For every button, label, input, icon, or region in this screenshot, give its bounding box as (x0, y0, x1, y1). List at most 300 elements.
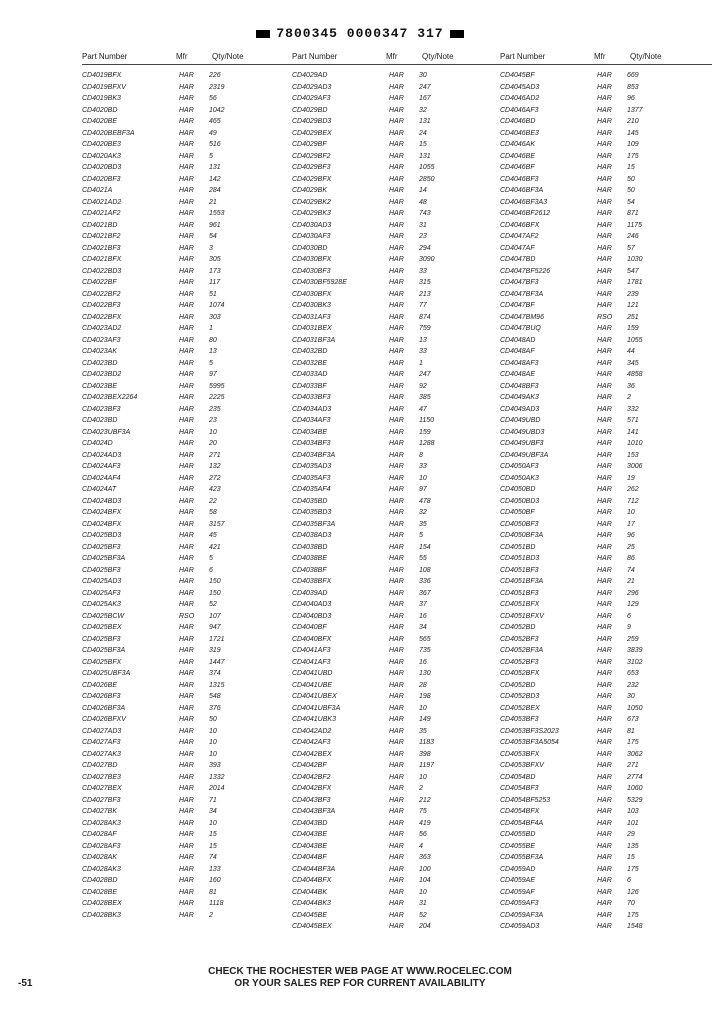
qty-cell: 735 (419, 647, 431, 654)
part-number-cell: CD4050AK3 (500, 474, 539, 482)
mfr-cell: HAR (179, 210, 194, 217)
table-row (500, 416, 712, 428)
qty-cell: 154 (419, 543, 431, 551)
table-row (292, 255, 504, 267)
table-row (82, 646, 294, 658)
table-row (500, 163, 712, 175)
table-row (292, 566, 504, 578)
qty-cell: 132 (209, 463, 221, 470)
header-part-number: Part Number (292, 52, 338, 61)
table-row (500, 899, 712, 911)
qty-cell: 149 (419, 716, 431, 723)
part-number-cell: CD4049UBD3 (500, 428, 545, 436)
table-row (292, 416, 504, 428)
table-row (500, 359, 712, 371)
part-number-cell: CD4040BD3 (292, 612, 332, 620)
part-number-cell: CD4023BEX2264 (82, 394, 138, 401)
part-number-cell: CD4052BD3 (500, 693, 540, 700)
qty-cell: 32 (419, 106, 427, 114)
table-row (292, 577, 504, 589)
table-row (82, 658, 294, 670)
part-number-cell: CD4041UBK3 (292, 716, 336, 723)
qty-cell: 4858 (627, 371, 643, 378)
part-number-cell: CD4025BD3 (82, 532, 122, 539)
mfr-cell: HAR (597, 129, 612, 137)
table-row (82, 773, 294, 785)
qty-cell: 419 (419, 819, 431, 827)
part-number-cell: CD4052BFX (500, 670, 540, 677)
part-number-cell: CD4038BE (292, 555, 328, 562)
mfr-cell: HAR (389, 164, 404, 171)
table-row (292, 853, 504, 865)
table-row (500, 267, 712, 279)
mfr-cell: HAR (179, 129, 194, 137)
table-row (82, 888, 294, 900)
part-number-cell: CD4046AF3 (500, 106, 539, 114)
table-row (500, 807, 712, 819)
table-row (500, 796, 712, 808)
part-number-cell: CD4033BF3 (292, 394, 331, 401)
table-row (500, 175, 712, 187)
mfr-cell: HAR (597, 693, 612, 700)
part-number-cell: CD4046BF (500, 164, 535, 171)
mfr-cell: HAR (179, 727, 194, 735)
mfr-cell: HAR (389, 440, 404, 447)
mfr-cell: HAR (179, 474, 194, 482)
table-row (82, 416, 294, 428)
mfr-cell: HAR (389, 923, 404, 930)
part-number-cell: CD4028AK3 (82, 819, 121, 827)
qty-cell: 3 (209, 244, 213, 252)
qty-cell: 24 (419, 129, 427, 137)
part-number-cell: CD4041UBE (292, 681, 333, 689)
mfr-cell: HAR (179, 520, 194, 528)
table-row (82, 152, 294, 164)
part-number-cell: CD4027AK3 (82, 750, 121, 758)
part-number-cell: CD4021AF2 (82, 210, 121, 217)
part-number-cell: CD4030AF3 (292, 233, 331, 240)
footer-line-2: OR YOUR SALES REP FOR CURRENT AVAILABILITY (234, 978, 486, 989)
table-row (82, 347, 294, 359)
part-number-cell: CD4025AK3 (82, 601, 121, 608)
mfr-cell: HAR (179, 900, 194, 907)
qty-cell: 48 (419, 198, 427, 206)
part-number-cell: CD4051BF3A (500, 578, 544, 585)
table-row (82, 83, 294, 95)
qty-cell: 336 (419, 578, 431, 585)
part-number-cell: CD4030BK3 (292, 302, 331, 309)
qty-cell: 141 (627, 428, 639, 436)
part-number-cell: CD4055BF3A (500, 854, 544, 861)
qty-cell: 1 (419, 359, 423, 367)
table-row (292, 94, 504, 106)
qty-cell: 1332 (209, 773, 225, 781)
header-mfr: Mfr (594, 52, 606, 61)
qty-cell: 23 (419, 233, 427, 240)
table-row (292, 669, 504, 681)
mfr-cell: HAR (597, 704, 612, 712)
qty-cell: 1183 (419, 739, 435, 746)
qty-cell: 30 (627, 693, 635, 700)
qty-cell: 35 (419, 520, 427, 528)
qty-cell: 1377 (627, 106, 643, 114)
part-number-cell: CD4046BFX (500, 221, 540, 229)
qty-cell: 57 (627, 244, 635, 252)
page-number: -51 (18, 978, 33, 989)
part-number-cell: CD4050BF3A (500, 532, 544, 539)
mfr-cell: HAR (179, 888, 194, 896)
qty-cell: 37 (419, 601, 427, 608)
table-row (82, 290, 294, 302)
table-row (500, 140, 712, 152)
mfr-cell: HAR (389, 635, 404, 643)
table-row (292, 842, 504, 854)
table-row (500, 313, 712, 325)
part-number-cell: CD4024AD3 (82, 451, 122, 459)
part-number-cell: CD4047BF (500, 302, 535, 309)
mfr-cell: HAR (597, 532, 612, 539)
mfr-cell: HAR (597, 601, 612, 608)
part-number-cell: CD4042BF2 (292, 773, 331, 781)
mfr-cell: HAR (389, 336, 404, 344)
table-row (500, 451, 712, 463)
part-number-cell: CD4021BF3 (82, 244, 121, 252)
table-row (292, 405, 504, 417)
part-number-cell: CD4044BK (292, 888, 328, 896)
mfr-cell: HAR (179, 279, 194, 286)
part-number-cell: CD4023AF3 (82, 336, 121, 344)
qty-cell: 131 (419, 152, 431, 160)
part-number-cell: CD4047BF5226 (500, 267, 551, 275)
barcode-text: 7800345 0000347 317 (276, 26, 444, 41)
qty-cell: 96 (627, 532, 635, 539)
mfr-cell: HAR (597, 509, 612, 516)
mfr-cell: HAR (179, 532, 194, 539)
part-number-cell: CD4054BF3 (500, 785, 539, 792)
part-number-cell: CD4052BEX (500, 704, 540, 712)
mfr-cell: HAR (179, 670, 194, 677)
mfr-cell: HAR (597, 95, 612, 102)
qty-cell: 33 (419, 463, 427, 470)
part-number-cell: CD4032BE (292, 359, 328, 367)
table-row (82, 692, 294, 704)
part-number-cell: CD4054BFX (500, 808, 540, 815)
table-row (292, 773, 504, 785)
part-number-cell: CD4054BF5253 (500, 796, 551, 804)
mfr-cell: HAR (597, 474, 612, 482)
qty-cell: 13 (209, 348, 217, 355)
table-row (82, 451, 294, 463)
barcode-bar-right (450, 30, 464, 38)
table-row (82, 324, 294, 336)
table-row (292, 209, 504, 221)
qty-cell: 423 (209, 486, 221, 493)
part-number-cell: CD4022BF3 (82, 302, 121, 309)
table-row (292, 152, 504, 164)
mfr-cell: HAR (389, 532, 404, 539)
mfr-cell: HAR (597, 428, 612, 436)
footer-line-1: CHECK THE ROCHESTER WEB PAGE AT WWW.ROCELEC.COM (208, 966, 512, 977)
qty-cell: 251 (627, 313, 639, 321)
part-number-cell: CD4035AF3 (292, 474, 331, 482)
qty-cell: 175 (627, 911, 639, 919)
mfr-cell: HAR (179, 405, 194, 413)
qty-cell: 36 (627, 382, 635, 390)
table-row (500, 439, 712, 451)
table-row (82, 71, 294, 83)
part-number-cell: CD4029AD3 (292, 83, 332, 91)
qty-cell: 15 (419, 141, 427, 148)
part-number-cell: CD4020BD3 (82, 164, 122, 171)
part-number-cell: CD4050BF (500, 509, 535, 516)
mfr-cell: HAR (179, 164, 194, 171)
mfr-cell: HAR (597, 72, 612, 79)
table-row (82, 715, 294, 727)
table-row (500, 761, 712, 773)
part-number-cell: CD4044BFX (292, 877, 332, 884)
qty-cell: 31 (419, 900, 427, 907)
mfr-cell: HAR (179, 256, 194, 263)
part-number-cell: CD4059AF3 (500, 900, 539, 907)
qty-cell: 10 (209, 750, 217, 758)
mfr-cell: HAR (389, 175, 404, 183)
qty-cell: 1055 (419, 164, 435, 171)
part-number-cell: CD4039AD (292, 589, 328, 597)
table-row (500, 405, 712, 417)
table-row (292, 865, 504, 877)
table-row (292, 761, 504, 773)
qty-cell: 145 (627, 129, 639, 137)
footer-notice (0, 966, 720, 990)
mfr-cell: HAR (597, 198, 612, 206)
qty-cell: 1197 (419, 762, 435, 769)
qty-cell: 29 (627, 831, 635, 838)
qty-cell: 247 (419, 83, 431, 91)
part-number-cell: CD4025AD3 (82, 578, 122, 585)
mfr-cell: HAR (179, 141, 194, 148)
part-number-cell: CD4046BF3 (500, 175, 539, 183)
mfr-cell: HAR (597, 739, 612, 746)
part-number-cell: CD4028AF (82, 831, 117, 838)
qty-cell: 121 (627, 302, 639, 309)
table-row (500, 232, 712, 244)
table-row (292, 543, 504, 555)
table-row (82, 163, 294, 175)
mfr-cell: HAR (597, 900, 612, 907)
mfr-cell: HAR (179, 681, 194, 689)
qty-cell: 159 (627, 325, 639, 332)
table-row (82, 209, 294, 221)
table-row (82, 301, 294, 313)
qty-cell: 96 (627, 95, 635, 102)
table-row (500, 209, 712, 221)
qty-cell: 3090 (419, 256, 435, 263)
part-number-cell: CD4023BD2 (82, 371, 122, 378)
part-number-cell: CD4023BE (82, 382, 118, 390)
qty-cell: 81 (209, 888, 217, 896)
table-row (292, 497, 504, 509)
mfr-cell: HAR (597, 854, 612, 861)
mfr-cell: HAR (389, 900, 404, 907)
part-number-cell: CD4020AK3 (82, 152, 121, 160)
mfr-cell: HAR (597, 877, 612, 884)
mfr-cell: HAR (597, 164, 612, 171)
table-row (82, 198, 294, 210)
mfr-cell: HAR (179, 336, 194, 344)
mfr-cell: HAR (597, 210, 612, 217)
table-row (292, 140, 504, 152)
parts-list (500, 71, 712, 934)
table-row (82, 623, 294, 635)
mfr-cell: HAR (389, 509, 404, 516)
mfr-cell: HAR (179, 486, 194, 493)
part-number-cell: CD4053BFXV (500, 762, 544, 769)
part-number-cell: CD4034BF3 (292, 440, 331, 447)
table-row (82, 635, 294, 647)
qty-cell: 160 (209, 877, 221, 884)
mfr-cell: HAR (389, 704, 404, 712)
table-row (500, 129, 712, 141)
table-row (500, 221, 712, 233)
qty-cell: 56 (209, 95, 217, 102)
part-number-cell: CD4049UBF3 (500, 440, 544, 447)
part-number-cell: CD4043BF3 (292, 796, 331, 804)
mfr-cell: HAR (597, 175, 612, 183)
qty-cell: 131 (419, 118, 431, 125)
part-number-cell: CD4035BF3A (292, 520, 336, 528)
parts-list (292, 71, 504, 934)
part-number-cell: CD4021BD (82, 221, 118, 229)
part-number-cell: CD4020BEBF3A (82, 129, 135, 137)
mfr-cell: HAR (389, 739, 404, 746)
part-number-cell: CD4052BF3A (500, 647, 544, 654)
table-row (82, 508, 294, 520)
qty-cell: 5995 (209, 382, 225, 390)
qty-cell: 34 (419, 624, 427, 631)
table-row (292, 738, 504, 750)
qty-cell: 52 (419, 911, 427, 919)
qty-cell: 10 (209, 428, 217, 436)
part-number-cell: CD4042BEX (292, 750, 332, 758)
qty-cell: 22 (209, 497, 217, 505)
mfr-cell: HAR (179, 187, 194, 194)
mfr-cell: HAR (597, 394, 612, 401)
qty-cell: 14 (419, 187, 427, 194)
part-number-cell: CD4059AD3 (500, 923, 540, 930)
mfr-cell: HAR (389, 520, 404, 528)
qty-cell: 70 (627, 900, 635, 907)
mfr-cell: HAR (597, 658, 612, 666)
part-number-cell: CD4020BF3 (82, 175, 121, 183)
qty-cell: 385 (419, 394, 431, 401)
mfr-cell: HAR (179, 808, 194, 815)
mfr-cell: HAR (179, 233, 194, 240)
qty-cell: 6 (627, 877, 631, 884)
part-number-cell: CD4024AF3 (82, 463, 121, 470)
table-row (292, 313, 504, 325)
part-number-cell: CD4030BFX (292, 290, 332, 298)
table-row (292, 451, 504, 463)
part-number-cell: CD4045BF (500, 72, 535, 79)
table-row (292, 612, 504, 624)
qty-cell: 1050 (627, 704, 643, 712)
table-row (292, 439, 504, 451)
qty-cell: 10 (419, 474, 427, 482)
qty-cell: 44 (627, 348, 635, 355)
table-row (500, 566, 712, 578)
table-row (292, 359, 504, 371)
qty-cell: 71 (209, 796, 217, 804)
table-row (82, 669, 294, 681)
table-row (500, 692, 712, 704)
part-number-cell: CD4022BFX (82, 313, 122, 321)
part-number-cell: CD4048BF3 (500, 382, 539, 390)
table-row (82, 462, 294, 474)
mfr-cell: HAR (179, 773, 194, 781)
mfr-cell: HAR (597, 440, 612, 447)
qty-cell: 548 (209, 693, 221, 700)
part-number-cell: CD4029BK (292, 187, 328, 194)
qty-cell: 10 (209, 739, 217, 746)
mfr-cell: HAR (597, 589, 612, 597)
table-row (500, 911, 712, 923)
table-row (82, 876, 294, 888)
qty-cell: 332 (627, 405, 639, 413)
mfr-cell: HAR (179, 198, 194, 206)
table-row (82, 497, 294, 509)
part-number-cell: CD4027AD3 (82, 727, 122, 735)
mfr-cell: HAR (389, 555, 404, 562)
part-number-cell: CD4030BFX (292, 256, 332, 263)
table-row (500, 278, 712, 290)
part-number-cell: CD4053BFX (500, 750, 540, 758)
table-row (292, 623, 504, 635)
table-row (82, 278, 294, 290)
qty-cell: 15 (627, 854, 635, 861)
qty-cell: 1553 (209, 210, 225, 217)
qty-cell: 1118 (209, 900, 224, 907)
part-number-cell: CD4049AD3 (500, 405, 540, 413)
qty-cell: 1315 (209, 681, 225, 689)
qty-cell: 961 (209, 221, 221, 229)
qty-cell: 97 (209, 371, 217, 378)
table-row (500, 152, 712, 164)
table-row (82, 589, 294, 601)
table-row (82, 807, 294, 819)
part-number-cell: CD4051BD (500, 543, 536, 551)
mfr-cell: HAR (389, 129, 404, 137)
part-number-cell: CD4022BD3 (82, 267, 122, 275)
table-row (500, 738, 712, 750)
part-number-cell: CD4044BK3 (292, 900, 331, 907)
table-row (82, 428, 294, 440)
qty-cell: 10 (419, 888, 427, 896)
qty-cell: 31 (419, 221, 427, 229)
column-header (82, 50, 294, 65)
mfr-cell: HAR (389, 474, 404, 482)
part-number-cell: CD4027BE3 (82, 773, 121, 781)
part-number-cell: CD4051BF3 (500, 589, 539, 597)
qty-cell: 51 (209, 290, 217, 298)
part-number-cell: CD4025BF3A (82, 647, 126, 654)
qty-cell: 3006 (627, 463, 643, 470)
table-row (82, 267, 294, 279)
table-row (500, 888, 712, 900)
part-number-cell: CD4051BFX (500, 601, 540, 608)
qty-cell: 50 (209, 716, 217, 723)
table-row (500, 623, 712, 635)
part-number-cell: CD4029BK2 (292, 198, 331, 206)
